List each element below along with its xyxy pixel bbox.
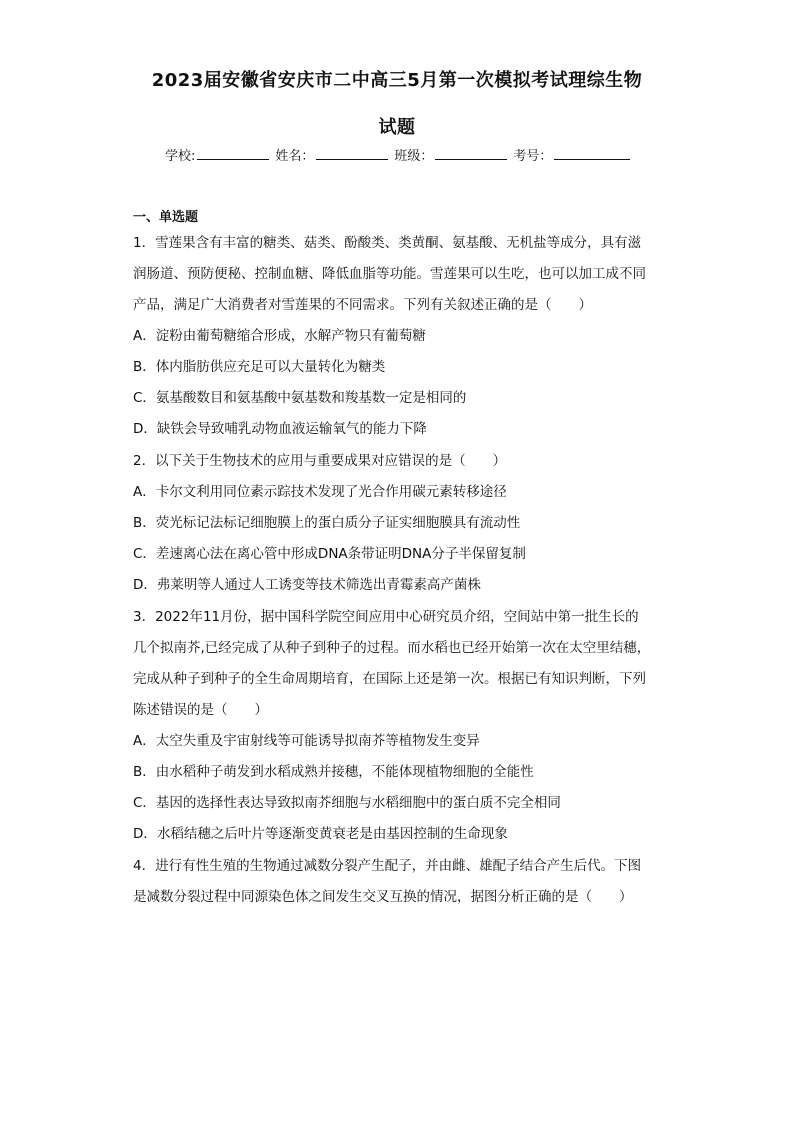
name-label: 姓名： — [275, 149, 315, 164]
class-blank — [435, 147, 507, 160]
question-1-stem-line-1: 1．雪莲果含有丰富的糖类、菇类、酚酸类、类黄酮、氨基酸、无机盐等成分，具有滋 — [133, 235, 642, 251]
question-3-stem-line-3: 完成从种子到种子的全生命周期培育，在国际上还是第一次。根据已有知识判断，下列 — [133, 671, 646, 687]
question-1-option-c: C．氨基酸数目和氨基酸中氨基数和羧基数一定是相同的 — [133, 390, 467, 406]
question-3-option-d: D．水稻结穗之后叶片等逐渐变黄衰老是由基因控制的生命现象 — [133, 826, 508, 842]
question-1-option-a: A．淀粉由葡萄糖缩合形成，水解产物只有葡萄糖 — [133, 328, 426, 344]
question-3-stem-line-4: 陈述错误的是（ ） — [133, 702, 268, 718]
class-label: 班级： — [394, 149, 434, 164]
question-4-stem-line-1: 4．进行有性生殖的生物通过减数分裂产生配子，并由雌、雄配子结合产生后代。下图 — [133, 858, 642, 874]
exam-no-blank — [554, 147, 630, 160]
question-1-stem-line-2: 润肠道、预防便秘、控制血糖、降低血脂等功能。雪莲果可以生吃，也可以加工成不同 — [133, 266, 646, 282]
question-1-option-b: B．体内脂肪供应充足可以大量转化为糖类 — [133, 359, 386, 375]
section-heading: 一、单选题 — [133, 210, 199, 225]
question-4-stem-line-2: 是减数分裂过程中同源染色体之间发生交叉互换的情况，据图分析正确的是（ ） — [133, 889, 633, 905]
exam-title-line-2: 试题 — [378, 117, 416, 138]
question-3-stem-line-1: 3．2022年11月份，据中国科学院空间应用中心研究员介绍，空间站中第一批生长的 — [133, 609, 639, 625]
student-info-row — [165, 145, 630, 164]
question-3-option-c: C．基因的选择性表达导致拟南芥细胞与水稻细胞中的蛋白质不完全相同 — [133, 795, 561, 811]
question-2-option-d: D．弗莱明等人通过人工诱变等技术筛选出青霉素高产菌株 — [133, 577, 481, 593]
question-2-option-a: A．卡尔文利用同位素示踪技术发现了光合作用碳元素转移途径 — [133, 484, 507, 500]
question-1-stem-line-3: 产品，满足广大消费者对雪莲果的不同需求。下列有关叙述正确的是（ ） — [133, 297, 592, 313]
question-2-stem-line-1: 2．以下关于生物技术的应用与重要成果对应错误的是（ ） — [133, 453, 507, 469]
question-3-option-b: B．由水稻种子萌发到水稻成熟并接穗，不能体现植物细胞的全能性 — [133, 764, 534, 780]
question-1-option-d: D．缺铁会导致哺乳动物血液运输氧气的能力下降 — [133, 421, 427, 437]
exam-no-label: 考号： — [513, 149, 553, 164]
question-3-option-a: A．太空失重及宇宙射线等可能诱导拟南芥等植物发生变异 — [133, 733, 480, 749]
school-blank — [197, 147, 269, 160]
question-2-option-c: C．差速离心法在离心管中形成DNA条带证明DNA分子半保留复制 — [133, 546, 526, 562]
name-blank — [316, 147, 388, 160]
school-label: 学校: — [165, 149, 196, 164]
question-3-stem-line-2: 几个拟南芥,已经完成了从种子到种子的过程。而水稻也已经开始第一次在太空里结穗， — [133, 640, 651, 656]
exam-title-line-1: 2023届安徽省安庆市二中高三5月第一次模拟考试理综生物 — [151, 70, 643, 91]
question-2-option-b: B．荧光标记法标记细胞膜上的蛋白质分子证实细胞膜具有流动性 — [133, 515, 521, 531]
